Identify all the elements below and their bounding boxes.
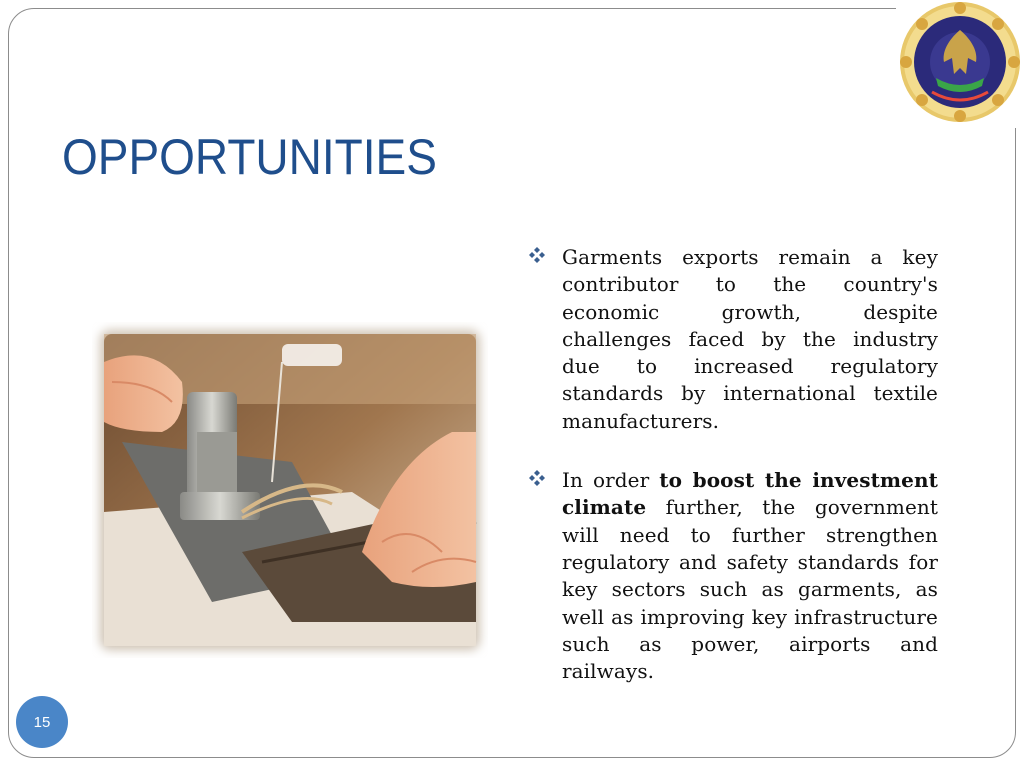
sewing-machine-photo: [92, 322, 488, 658]
bullet-text: Garments exports remain a key contributor to the country's economic growth, despite challenges faced by the industry due to increased regulatory standards by international textile manufacturers.: [562, 245, 938, 433]
page-number-badge: 15: [16, 696, 68, 748]
diamond-bullet-icon: [528, 246, 546, 264]
diamond-bullet-icon: [528, 469, 546, 487]
bullet-text-suffix: further, the government will need to further strengthen regulatory and safety standards for key sectors such as garments, as well as improving key infrastructure such as power, airports and railways.: [562, 495, 938, 684]
bullet-text-prefix: In order: [562, 468, 660, 493]
page-title: OPPORTUNITIES: [62, 129, 437, 185]
institute-emblem-icon: [896, 0, 1024, 128]
list-item: [528, 244, 938, 435]
bullet-text: [562, 467, 938, 685]
bullet-text-emphasis: to boost the investment climate: [562, 468, 938, 520]
bullet-list: [528, 244, 938, 717]
list-item: [528, 467, 938, 685]
